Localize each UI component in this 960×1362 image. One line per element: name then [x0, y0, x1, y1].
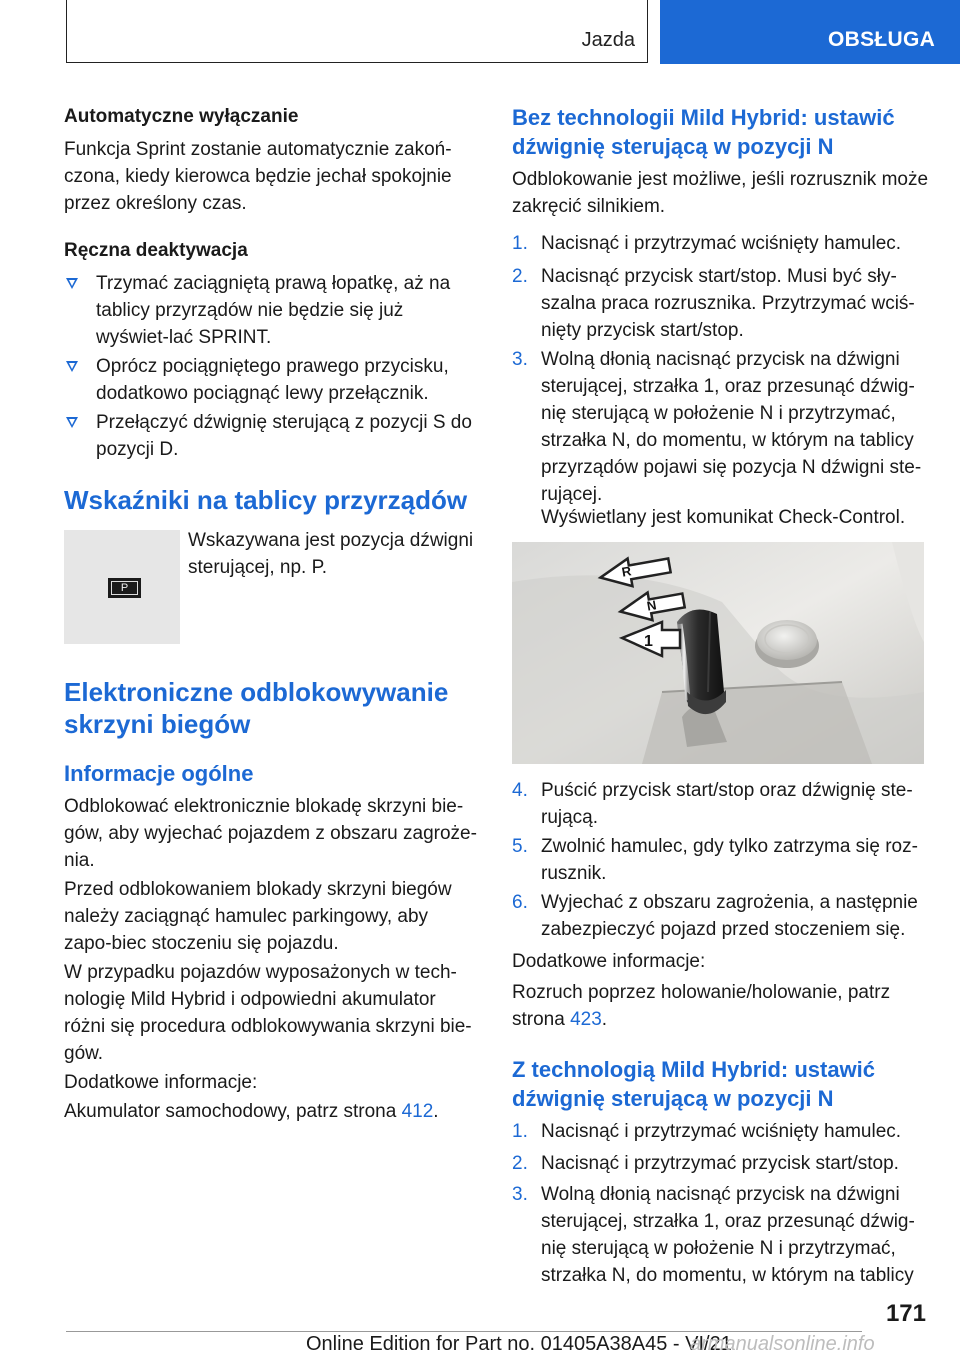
- instrument-cluster-thumbnail: [64, 530, 180, 644]
- step-number: 2.: [512, 1153, 528, 1174]
- step-text: Puścić przycisk start/stop oraz dźwignię ste-rującą.: [541, 780, 913, 828]
- triangle-bullet-icon: [66, 417, 78, 428]
- additional-info-label: Dodatkowe informacje:: [64, 1072, 258, 1093]
- additional-info-prefix: Akumulator samochodowy, patrz strona: [64, 1101, 402, 1122]
- no-hybrid-heading: Bez technologii Mild Hybrid: ustawić dźwignię sterującą w pozycji N: [512, 105, 895, 159]
- gear-indicator-icon: [108, 578, 141, 598]
- indicators-heading: Wskaźniki na tablicy przyrządów: [64, 485, 468, 515]
- additional-info-prefix: Rozruch poprzez holowanie/holowanie, patrz strona: [512, 982, 891, 1030]
- manual-deactivation-heading: Ręczna deaktywacja: [64, 240, 248, 261]
- page-header: [0, 0, 960, 66]
- general-info-heading: Informacje ogólne: [64, 761, 254, 786]
- auto-off-heading: Automatyczne wyłączanie: [64, 106, 299, 127]
- additional-info-suffix: .: [433, 1101, 439, 1122]
- step-text: Nacisnąć i przytrzymać przycisk start/stop.: [541, 1153, 899, 1174]
- triangle-bullet-icon: [66, 278, 78, 289]
- watermark-text: armanualsonline.info: [690, 1333, 875, 1355]
- footer-divider: [66, 1331, 862, 1332]
- step-text: Nacisnąć i przytrzymać wciśnięty hamulec.: [541, 233, 902, 254]
- step-number: 5.: [512, 836, 528, 857]
- step-text: Nacisnąć przycisk start/stop. Musi być sły-szalna praca rozrusznika. Przytrzymać wciś-nięty przycisk start/stop.: [541, 266, 915, 341]
- step-3-note: Wyświetlany jest komunikat Check-Control.: [541, 507, 906, 528]
- hybrid-heading: Z technologią Mild Hybrid: ustawić dźwignię sterującą w pozycji N: [512, 1057, 876, 1111]
- edition-text: Online Edition for Part no. 01405A38A45 - VI/21: [306, 1333, 732, 1355]
- indicators-body: Wskazywana jest pozycja dźwigni sterującej, np. P.: [188, 530, 474, 578]
- arrow-label-r: R: [620, 563, 633, 580]
- arrow-label-n: N: [645, 597, 658, 614]
- triangle-bullet-icon: [66, 361, 78, 372]
- additional-info-text: [512, 979, 930, 1033]
- header-chapter-label: OBSŁUGA: [828, 28, 936, 51]
- step-text: Wyjechać z obszaru zagrożenia, a następnie zabezpieczyć pojazd przed stoczeniem się.: [541, 892, 918, 940]
- additional-info-suffix: .: [601, 1009, 608, 1030]
- list-item-text: Trzymać zaciągniętą prawą łopatkę, aż na tablicy przyrządów nie będzie się już wyświet-lać SPRINT.: [96, 273, 451, 348]
- list-item-text: Przełączyć dźwignię sterującą z pozycji S do pozycji D.: [96, 412, 472, 460]
- list-item-text: Oprócz pociągniętego prawego przycisku, dodatkowo pociągnąć lewy przełącznik.: [96, 356, 449, 404]
- page-number: 171: [885, 1300, 926, 1327]
- step-number: 4.: [512, 780, 528, 801]
- page-link-412[interactable]: 412: [401, 1101, 434, 1122]
- additional-info-label: Dodatkowe informacje:: [512, 951, 706, 972]
- page-link-423[interactable]: 423: [570, 1009, 602, 1030]
- general-info-paragraph-1: Odblokować elektronicznie blokadę skrzyni bie-gów, aby wyjechać pojazdem z obszaru zagroże-nia.: [64, 796, 477, 871]
- gear-selector-illustration: [512, 542, 924, 764]
- step-text: Zwolnić hamulec, gdy tylko zatrzyma się roz-rusznik.: [541, 836, 918, 884]
- no-hybrid-intro: Odblokowanie jest możliwe, jeśli rozrusznik może zakręcić silnikiem.: [512, 169, 929, 217]
- step-number: 3.: [512, 349, 528, 370]
- general-info-paragraph-3: W przypadku pojazdów wyposażonych w tech-nologię Mild Hybrid i odpowiedni akumulator różni się procedura odblokowywania skrzyni bie-gów.: [64, 962, 472, 1064]
- step-number: 3.: [512, 1184, 528, 1205]
- header-chapter-tab[interactable]: [660, 0, 960, 64]
- step-number: 2.: [512, 266, 528, 287]
- header-section-box: [66, 0, 648, 63]
- gear-selector-photo: [512, 542, 924, 764]
- step-number: 1.: [512, 233, 528, 254]
- general-info-paragraph-2: Przed odblokowaniem blokady skrzyni biegów należy zaciągnąć hamulec parkingowy, aby zapo-biec stoczeniu się pojazdu.: [64, 879, 452, 954]
- step-text: Wolną dłonią nacisnąć przycisk na dźwigni sterującej, strzałka 1, oraz przesunąć dźwig-nię sterującą w położenie N i przytrzymać, strzałka N, do momentu, w którym na tablicy przyrządów pojawi się pozycja N dźwigni ste-rującej.: [541, 349, 922, 505]
- step-text: Nacisnąć i przytrzymać wciśnięty hamulec.: [541, 1121, 902, 1142]
- step-text: Wolną dłonią nacisnąć przycisk na dźwigni sterującej, strzałka 1, oraz przesunąć dźwig-nię sterującą w położenie N i przytrzymać, strzałka N, do momentu, w którym na tablicy: [541, 1184, 915, 1286]
- step-number: 6.: [512, 892, 528, 913]
- electronic-unlock-heading: Elektroniczne odblokowywanie skrzyni biegów: [64, 677, 449, 739]
- auto-off-body: Funkcja Sprint zostanie automatycznie zakoń-czona, kiedy kierowca będzie jechał spokojnie przez określony czas.: [64, 139, 452, 214]
- additional-info-text: [64, 1098, 439, 1125]
- step-number: 1.: [512, 1121, 528, 1142]
- arrow-label-1: 1: [644, 633, 653, 650]
- header-section-title: Jazda: [581, 29, 635, 51]
- gear-indicator-symbol: P: [111, 581, 138, 595]
